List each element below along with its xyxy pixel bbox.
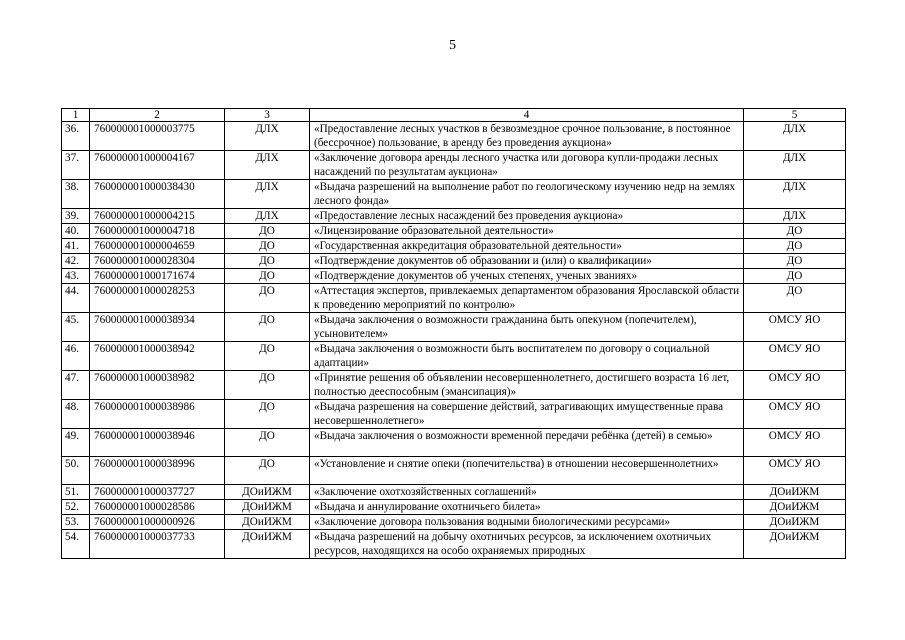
table-row xyxy=(62,313,846,342)
service-name-cell: «Подтверждение документов об образовании и (или) о квалификации» xyxy=(310,254,744,269)
executor-cell: ОМСУ ЯО xyxy=(744,313,846,342)
executor-cell: ОМСУ ЯО xyxy=(744,457,846,485)
table-row xyxy=(62,180,846,209)
department-cell: ДО xyxy=(225,313,310,342)
table-row xyxy=(62,500,846,515)
service-name-cell: «Предоставление лесных насаждений без проведения аукциона» xyxy=(310,209,744,224)
service-code-cell: 760000001000028304 xyxy=(90,254,225,269)
executor-cell: ДОиИЖМ xyxy=(744,485,846,500)
service-name-cell: «Предоставление лесных участков в безвозмездное срочное пользование, в постоянное (бессрочное) пользование, в аренду без проведения аукциона» xyxy=(310,122,744,151)
service-name-cell: «Лицензирование образовательной деятельности» xyxy=(310,224,744,239)
department-cell: ДО xyxy=(225,342,310,371)
service-code-cell: 760000001000171674 xyxy=(90,269,225,284)
service-code-cell: 760000001000038430 xyxy=(90,180,225,209)
executor-cell: ДЛХ xyxy=(744,122,846,151)
service-code-cell: 760000001000004215 xyxy=(90,209,225,224)
department-cell: ДОиИЖМ xyxy=(225,530,310,559)
service-name-cell: «Установление и снятие опеки (попечительства) в отношении несовершеннолетних» xyxy=(310,457,744,485)
table-row xyxy=(62,515,846,530)
executor-cell: ДО xyxy=(744,239,846,254)
department-cell: ДО xyxy=(225,429,310,457)
row-number-cell: 54. xyxy=(62,530,90,559)
header-col-2: 2 xyxy=(90,109,225,122)
executor-cell: ДОиИЖМ xyxy=(744,500,846,515)
department-cell: ДЛХ xyxy=(225,180,310,209)
table-row xyxy=(62,371,846,400)
row-number-cell: 50. xyxy=(62,457,90,485)
service-code-cell: 760000001000038996 xyxy=(90,457,225,485)
service-name-cell: «Выдача заключения о возможности гражданина быть опекуном (попечителем), усыновителем» xyxy=(310,313,744,342)
department-cell: ДО xyxy=(225,254,310,269)
row-number-cell: 41. xyxy=(62,239,90,254)
table-row xyxy=(62,284,846,313)
service-code-cell: 760000001000003775 xyxy=(90,122,225,151)
table-row xyxy=(62,530,846,559)
row-number-cell: 53. xyxy=(62,515,90,530)
department-cell: ДЛХ xyxy=(225,151,310,180)
table-row xyxy=(62,122,846,151)
row-number-cell: 48. xyxy=(62,400,90,429)
service-code-cell: 760000001000028253 xyxy=(90,284,225,313)
row-number-cell: 43. xyxy=(62,269,90,284)
table-row xyxy=(62,342,846,371)
department-cell: ДОиИЖМ xyxy=(225,515,310,530)
executor-cell: ДО xyxy=(744,269,846,284)
header-col-1: 1 xyxy=(62,109,90,122)
executor-cell: ДОиИЖМ xyxy=(744,515,846,530)
header-col-4: 4 xyxy=(310,109,744,122)
service-name-cell: «Государственная аккредитация образовательной деятельности» xyxy=(310,239,744,254)
service-name-cell: «Выдача разрешений на добычу охотничьих ресурсов, за исключением охотничьих ресурсов, находящихся на особо охраняемых природных xyxy=(310,530,744,559)
table-body xyxy=(62,122,846,559)
row-number-cell: 52. xyxy=(62,500,90,515)
table-row xyxy=(62,224,846,239)
table-row xyxy=(62,269,846,284)
row-number-cell: 47. xyxy=(62,371,90,400)
service-code-cell: 760000001000037733 xyxy=(90,530,225,559)
executor-cell: ДЛХ xyxy=(744,209,846,224)
table-row xyxy=(62,400,846,429)
table-row xyxy=(62,151,846,180)
table-row xyxy=(62,485,846,500)
row-number-cell: 51. xyxy=(62,485,90,500)
service-name-cell: «Выдача заключения о возможности быть воспитателем по договору о социальной адаптации» xyxy=(310,342,744,371)
service-name-cell: «Выдача и аннулирование охотничьего билета» xyxy=(310,500,744,515)
service-code-cell: 760000001000000926 xyxy=(90,515,225,530)
header-col-5: 5 xyxy=(744,109,846,122)
department-cell: ДОиИЖМ xyxy=(225,485,310,500)
department-cell: ДЛХ xyxy=(225,209,310,224)
service-name-cell: «Заключение договора пользования водными биологическими ресурсами» xyxy=(310,515,744,530)
department-cell: ДЛХ xyxy=(225,122,310,151)
service-code-cell: 760000001000004167 xyxy=(90,151,225,180)
table-row xyxy=(62,239,846,254)
department-cell: ДО xyxy=(225,269,310,284)
row-number-cell: 38. xyxy=(62,180,90,209)
department-cell: ДО xyxy=(225,239,310,254)
page-number: 5 xyxy=(449,38,456,53)
row-number-cell: 46. xyxy=(62,342,90,371)
row-number-cell: 40. xyxy=(62,224,90,239)
table-row xyxy=(62,457,846,485)
row-number-cell: 39. xyxy=(62,209,90,224)
service-name-cell: «Выдача заключения о возможности временной передачи ребёнка (детей) в семью» xyxy=(310,429,744,457)
executor-cell: ДЛХ xyxy=(744,180,846,209)
department-cell: ДО xyxy=(225,284,310,313)
department-cell: ДО xyxy=(225,400,310,429)
row-number-cell: 44. xyxy=(62,284,90,313)
service-code-cell: 760000001000038942 xyxy=(90,342,225,371)
service-code-cell: 760000001000037727 xyxy=(90,485,225,500)
service-name-cell: «Аттестация экспертов, привлекаемых департаментом образования Ярославской области к проведению мероприятий по контролю» xyxy=(310,284,744,313)
row-number-cell: 42. xyxy=(62,254,90,269)
executor-cell: ДОиИЖМ xyxy=(744,530,846,559)
executor-cell: ОМСУ ЯО xyxy=(744,342,846,371)
header-col-3: 3 xyxy=(225,109,310,122)
service-name-cell: «Принятие решения об объявлении несовершеннолетнего, достигшего возраста 16 лет, полностью дееспособным (эмансипация)» xyxy=(310,371,744,400)
row-number-cell: 37. xyxy=(62,151,90,180)
service-code-cell: 760000001000038986 xyxy=(90,400,225,429)
row-number-cell: 49. xyxy=(62,429,90,457)
row-number-cell: 45. xyxy=(62,313,90,342)
service-name-cell: «Заключение договора аренды лесного участка или договора купли-продажи лесных насаждений по результатам аукциона» xyxy=(310,151,744,180)
department-cell: ДО xyxy=(225,224,310,239)
executor-cell: ДЛХ xyxy=(744,151,846,180)
service-code-cell: 760000001000038934 xyxy=(90,313,225,342)
department-cell: ДО xyxy=(225,457,310,485)
department-cell: ДО xyxy=(225,371,310,400)
executor-cell: ОМСУ ЯО xyxy=(744,371,846,400)
executor-cell: ОМСУ ЯО xyxy=(744,400,846,429)
service-name-cell: «Заключение охотхозяйственных соглашений» xyxy=(310,485,744,500)
service-code-cell: 760000001000004659 xyxy=(90,239,225,254)
service-name-cell: «Выдача разрешений на выполнение работ по геологическому изучению недр на землях лесного фонда» xyxy=(310,180,744,209)
department-cell: ДОиИЖМ xyxy=(225,500,310,515)
executor-cell: ОМСУ ЯО xyxy=(744,429,846,457)
row-number-cell: 36. xyxy=(62,122,90,151)
executor-cell: ДО xyxy=(744,224,846,239)
table-row xyxy=(62,429,846,457)
service-name-cell: «Подтверждение документов об ученых степенях, ученых званиях» xyxy=(310,269,744,284)
service-name-cell: «Выдача разрешения на совершение действий, затрагивающих имущественные права несовершеннолетнего» xyxy=(310,400,744,429)
service-code-cell: 760000001000038982 xyxy=(90,371,225,400)
service-code-cell: 760000001000038946 xyxy=(90,429,225,457)
table-row xyxy=(62,254,846,269)
table-header-row xyxy=(62,109,846,122)
service-code-cell: 760000001000028586 xyxy=(90,500,225,515)
table-row xyxy=(62,209,846,224)
service-code-cell: 760000001000004718 xyxy=(90,224,225,239)
executor-cell: ДО xyxy=(744,254,846,269)
executor-cell: ДО xyxy=(744,284,846,313)
services-table xyxy=(61,108,846,559)
